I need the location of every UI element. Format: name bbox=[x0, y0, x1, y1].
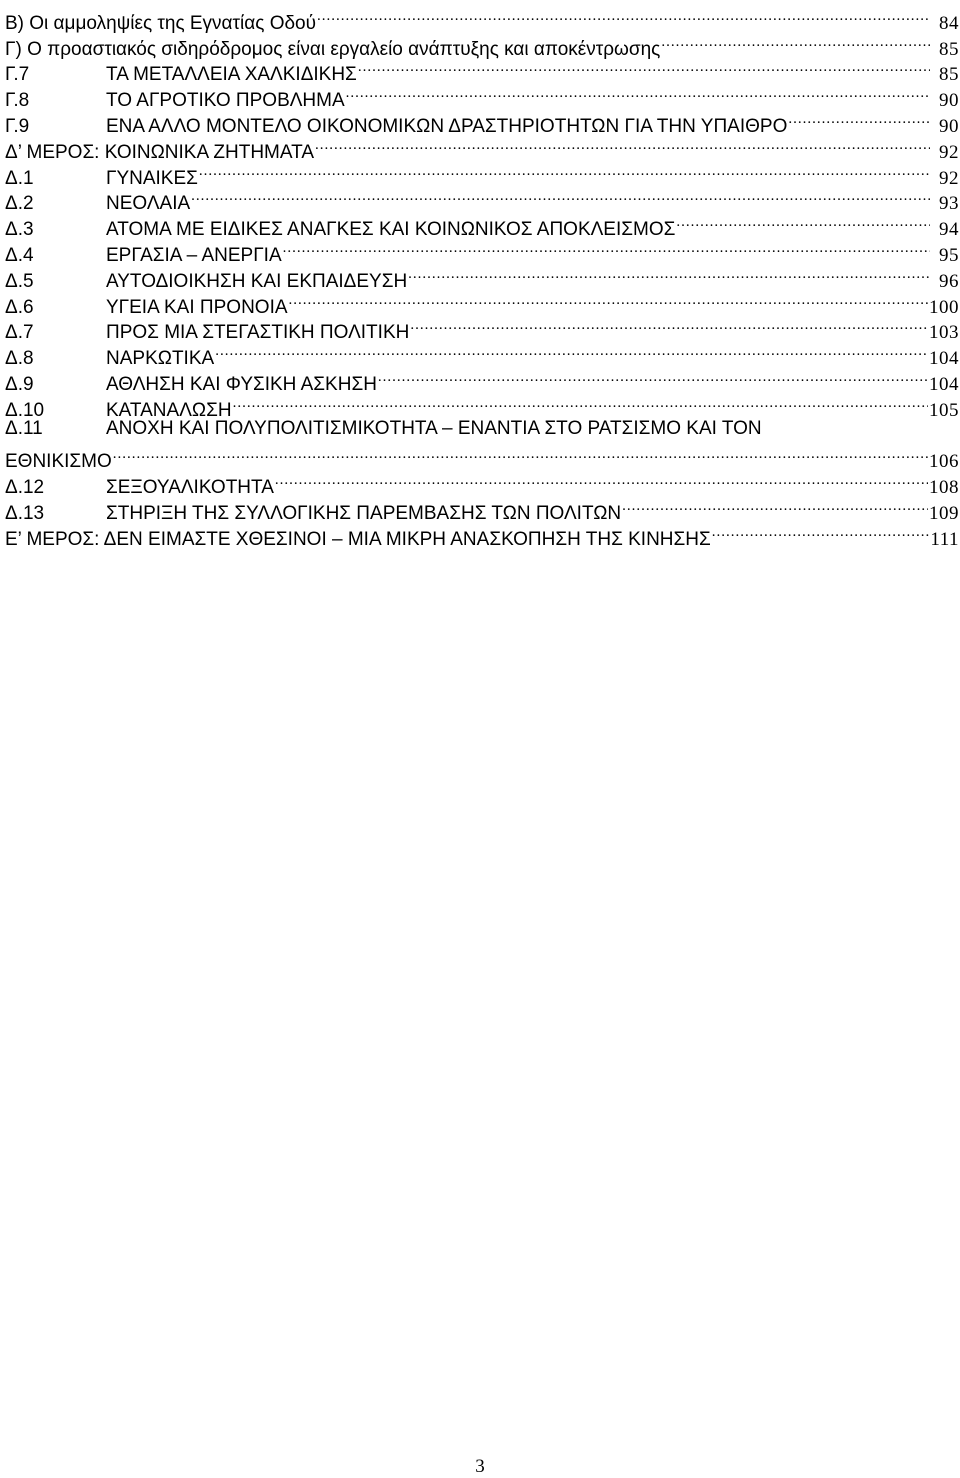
toc-entry-page: 85 bbox=[939, 38, 959, 60]
toc-dot-leader bbox=[622, 493, 928, 519]
toc-dot-leader bbox=[233, 390, 928, 416]
toc-entry-title: ΠΡΟΣ ΜΙΑ ΣΤΕΓΑΣΤΙΚΗ ΠΟΛΙΤΙΚΗ bbox=[106, 322, 410, 344]
toc-entry-page: 103 bbox=[929, 322, 959, 344]
toc-entry[interactable] bbox=[5, 3, 959, 34]
toc-entry-title: ΕΝΑ ΑΛΛΟ ΜΟΝΤΕΛΟ ΟΙΚΟΝΟΜΙΚΩΝ ΔΡΑΣΤΗΡΙΟΤΗΤΩΝ ΓΙΑ ΤΗΝ ΥΠΑΙΘΡΟ bbox=[106, 115, 788, 137]
toc-entry-page: 109 bbox=[929, 502, 959, 524]
toc-entry-number: Δ.5 bbox=[5, 270, 34, 292]
toc-entry-page: 90 bbox=[939, 90, 959, 112]
toc-entry-number: Δ.2 bbox=[5, 193, 34, 215]
toc-entry-page: 108 bbox=[929, 477, 959, 499]
toc-entry-page: 90 bbox=[939, 115, 959, 137]
toc-entry-title: Γ) Ο προαστιακός σιδηρόδρομος είναι εργαλείο ανάπτυξης και αποκέντρωσης bbox=[5, 38, 661, 60]
toc-dot-leader bbox=[289, 287, 928, 313]
toc-entry-number: Δ.1 bbox=[5, 167, 34, 189]
toc-entry-title: Ε’ ΜΕΡΟΣ: ΔΕΝ ΕΙΜΑΣΤΕ ΧΘΕΣΙΝΟΙ – ΜΙΑ ΜΙΚΡΗ ΑΝΑΣΚΟΠΗΣΗ ΤΗΣ ΚΙΝΗΣΗΣ bbox=[5, 528, 711, 550]
table-of-contents bbox=[5, 3, 959, 550]
toc-dot-leader bbox=[358, 55, 930, 81]
toc-entry-title-continued: ΕΘΝΙΚΙΣΜΟ bbox=[5, 451, 112, 473]
toc-dot-leader bbox=[113, 442, 928, 468]
toc-entry-page: 93 bbox=[939, 193, 959, 215]
toc-dot-leader bbox=[346, 80, 930, 106]
toc-dot-leader bbox=[317, 3, 930, 29]
toc-entry-page: 92 bbox=[939, 167, 959, 189]
toc-entry-title: ΣΤΗΡΙΞΗ ΤΗΣ ΣΥΛΛΟΓΙΚΗΣ ΠΑΡΕΜΒΑΣΗΣ ΤΩΝ ΠΟΛΙΤΩΝ bbox=[106, 502, 622, 524]
toc-entry-page: 84 bbox=[939, 12, 959, 34]
toc-entry-page: 94 bbox=[939, 219, 959, 241]
toc-dot-leader bbox=[788, 106, 930, 132]
toc-dot-leader bbox=[408, 261, 930, 287]
toc-entry-page: 104 bbox=[929, 348, 959, 370]
toc-entry-number: Δ.4 bbox=[5, 244, 34, 266]
toc-dot-leader bbox=[275, 467, 928, 493]
toc-dot-leader bbox=[215, 338, 928, 364]
toc-entry-number: Δ.7 bbox=[5, 322, 34, 344]
toc-entry-title: ΑΤΟΜΑ ΜΕ ΕΙΔΙΚΕΣ ΑΝΑΓΚΕΣ ΚΑΙ ΚΟΙΝΩΝΙΚΟΣ ΑΠΟΚΛΕΙΣΜΟΣ bbox=[106, 219, 676, 241]
toc-entry-page: 106 bbox=[929, 451, 959, 473]
toc-entry-number: Γ.9 bbox=[5, 115, 30, 137]
toc-entry-page: 92 bbox=[939, 141, 959, 163]
toc-entry-number: Δ.13 bbox=[5, 502, 45, 524]
toc-entry-title: ΚΑΤΑΝΑΛΩΣΗ bbox=[106, 399, 232, 421]
toc-entry-number: Δ.6 bbox=[5, 296, 34, 318]
toc-dot-leader bbox=[283, 235, 930, 261]
toc-dot-leader bbox=[191, 184, 930, 210]
toc-dot-leader bbox=[712, 519, 930, 545]
toc-dot-leader bbox=[315, 132, 930, 158]
toc-entry-title: ΣΕΞΟΥΑΛΙΚΟΤΗΤΑ bbox=[106, 477, 274, 499]
toc-entry-number: Γ.8 bbox=[5, 90, 30, 112]
toc-entry-title: Β) Οι αμμοληψίες της Εγνατίας Οδού bbox=[5, 12, 317, 34]
toc-dot-leader bbox=[676, 209, 930, 235]
toc-entry-page: 111 bbox=[930, 528, 959, 550]
toc-entry-title: ΥΓΕΙΑ ΚΑΙ ΠΡΟΝΟΙΑ bbox=[106, 296, 288, 318]
toc-entry-page: 100 bbox=[929, 296, 959, 318]
toc-entry-title: ΑΥΤΟΔΙΟΙΚΗΣΗ ΚΑΙ ΕΚΠΑΙΔΕΥΣΗ bbox=[106, 270, 408, 292]
toc-entry-number: Δ.11 bbox=[5, 417, 43, 439]
toc-entry-title: ΝΕΟΛΑΙΑ bbox=[106, 193, 191, 215]
toc-entry-title: ΑΝΟΧΗ ΚΑΙ ΠΟΛΥΠΟΛΙΤΙΣΜΙΚΟΤΗΤΑ – ΕΝΑΝΤΙΑ ΣΤΟ ΡΑΤΣΙΣΜΟ ΚΑΙ ΤΟΝ bbox=[106, 417, 762, 439]
toc-entry-number: Δ.9 bbox=[5, 373, 34, 395]
toc-dot-leader bbox=[199, 158, 930, 184]
toc-entry-page: 105 bbox=[929, 399, 959, 421]
toc-entry-title: ΕΡΓΑΣΙΑ – ΑΝΕΡΓΙΑ bbox=[106, 244, 282, 266]
toc-entry-wrapped-line2[interactable] bbox=[5, 442, 959, 473]
toc-entry-title: Δ’ ΜΕΡΟΣ: ΚΟΙΝΩΝΙΚΑ ΖΗΤΗΜΑΤΑ bbox=[5, 141, 315, 163]
toc-entry-wrapped-line1[interactable] bbox=[5, 416, 959, 442]
toc-dot-leader bbox=[410, 313, 928, 339]
toc-entry-title: ΤΟ ΑΓΡΟΤΙΚΟ ΠΡΟΒΛΗΜΑ bbox=[106, 90, 345, 112]
toc-entry-title: ΑΘΛΗΣΗ ΚΑΙ ΦΥΣΙΚΗ ΑΣΚΗΣΗ bbox=[106, 373, 377, 395]
toc-entry-page: 95 bbox=[939, 244, 959, 266]
toc-dot-leader bbox=[661, 29, 930, 55]
toc-dot-leader bbox=[378, 364, 928, 390]
toc-entry-number: Δ.10 bbox=[5, 399, 45, 421]
toc-entry-number: Γ.7 bbox=[5, 64, 30, 86]
toc-entry-title: ΤΑ ΜΕΤΑΛΛΕΙΑ ΧΑΛΚΙΔΙΚΗΣ bbox=[106, 64, 357, 86]
toc-entry-page: 85 bbox=[939, 64, 959, 86]
toc-entry-title: ΓΥΝΑΙΚΕΣ bbox=[106, 167, 198, 189]
page-number: 3 bbox=[475, 1456, 485, 1477]
toc-entry-number: Δ.8 bbox=[5, 348, 34, 370]
toc-entry-number: Δ.12 bbox=[5, 477, 45, 499]
toc-entry-page: 104 bbox=[929, 373, 959, 395]
toc-entry[interactable] bbox=[5, 467, 959, 499]
toc-entry-page: 96 bbox=[939, 270, 959, 292]
toc-entry-number: Δ.3 bbox=[5, 219, 34, 241]
toc-entry-title: ΝΑΡΚΩΤΙΚΑ bbox=[106, 348, 215, 370]
